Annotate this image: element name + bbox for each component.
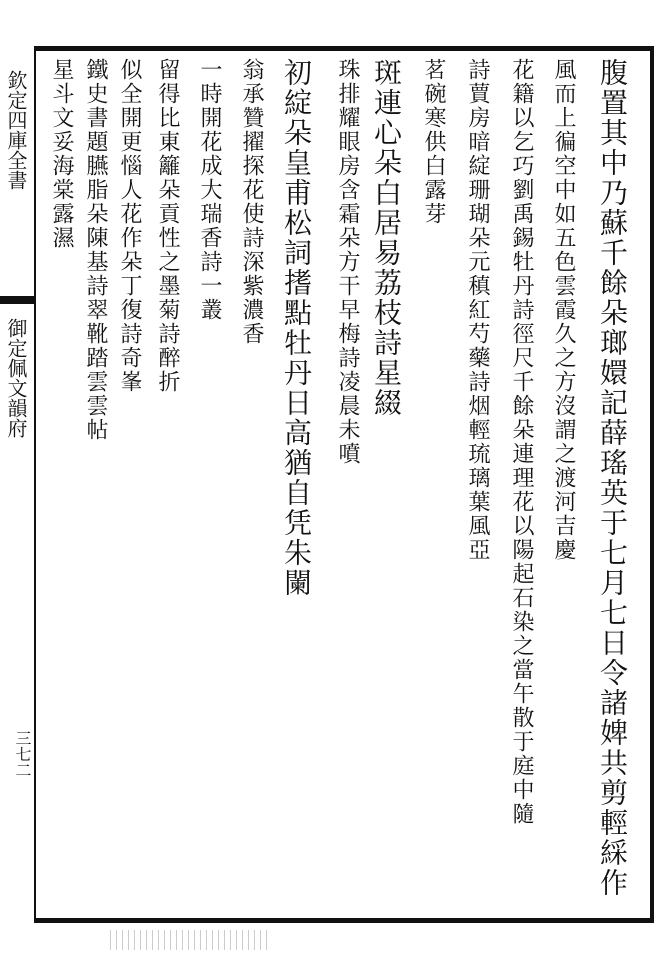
page-number: 三七二 <box>13 730 32 778</box>
text-column-2: 風而上徧空中如五色雲霞久之方沒謂之渡河吉慶 <box>551 58 576 562</box>
frame-left-rule <box>34 46 36 923</box>
text-column-12: 似全開更惱人花作朵丁復詩奇峯 <box>117 58 142 394</box>
margin-title-upper: 欽定四庫全書 <box>4 70 28 190</box>
text-column-7: 珠排耀眼房含霜朵方干早梅詩凌晨未噴 <box>335 58 360 466</box>
text-column-13: 鐵史書題臙脂朵陳基詩翠靴踏雲雲帖 <box>83 58 108 442</box>
scan-noise <box>110 930 270 950</box>
text-column-4: 詩蕒房暗綻珊瑚朵元稹紅芍藥詩烟輕琉璃葉風亞 <box>465 58 490 562</box>
frame-top-rule <box>34 46 654 51</box>
text-column-5: 茗碗寒供白露芽 <box>421 58 446 226</box>
text-column-8: 初綻朵皇甫松詞搘點牡丹日高猶自凭朱闌 <box>280 58 313 598</box>
text-column-3: 花籍以乞巧劉禹錫牡丹詩徑尺千餘朵連理花以陽起石染之當午散于庭中隨 <box>509 58 534 826</box>
fold-margin-band <box>0 296 34 304</box>
frame-bottom-rule <box>34 918 654 923</box>
text-column-1: 腹置其中乃蘇千餘朵瑯嬛記薛瑤英于七月七日令諸婢共剪輕綵作 <box>596 58 629 898</box>
text-column-10: 一時開花成大瑞香詩一叢 <box>197 58 222 322</box>
text-column-6: 斑連心朵白居易荔枝詩星綴 <box>370 58 403 418</box>
text-column-14: 星斗文妥海棠露濕 <box>49 58 74 250</box>
text-column-11: 留得比東籬朵貢性之墨菊詩醉折 <box>155 58 180 394</box>
margin-title-lower: 御定佩文韻府 <box>4 318 28 438</box>
text-column-9: 翁承贊擢探花使詩深紫濃香 <box>239 58 264 346</box>
frame-right-rule <box>650 46 654 923</box>
